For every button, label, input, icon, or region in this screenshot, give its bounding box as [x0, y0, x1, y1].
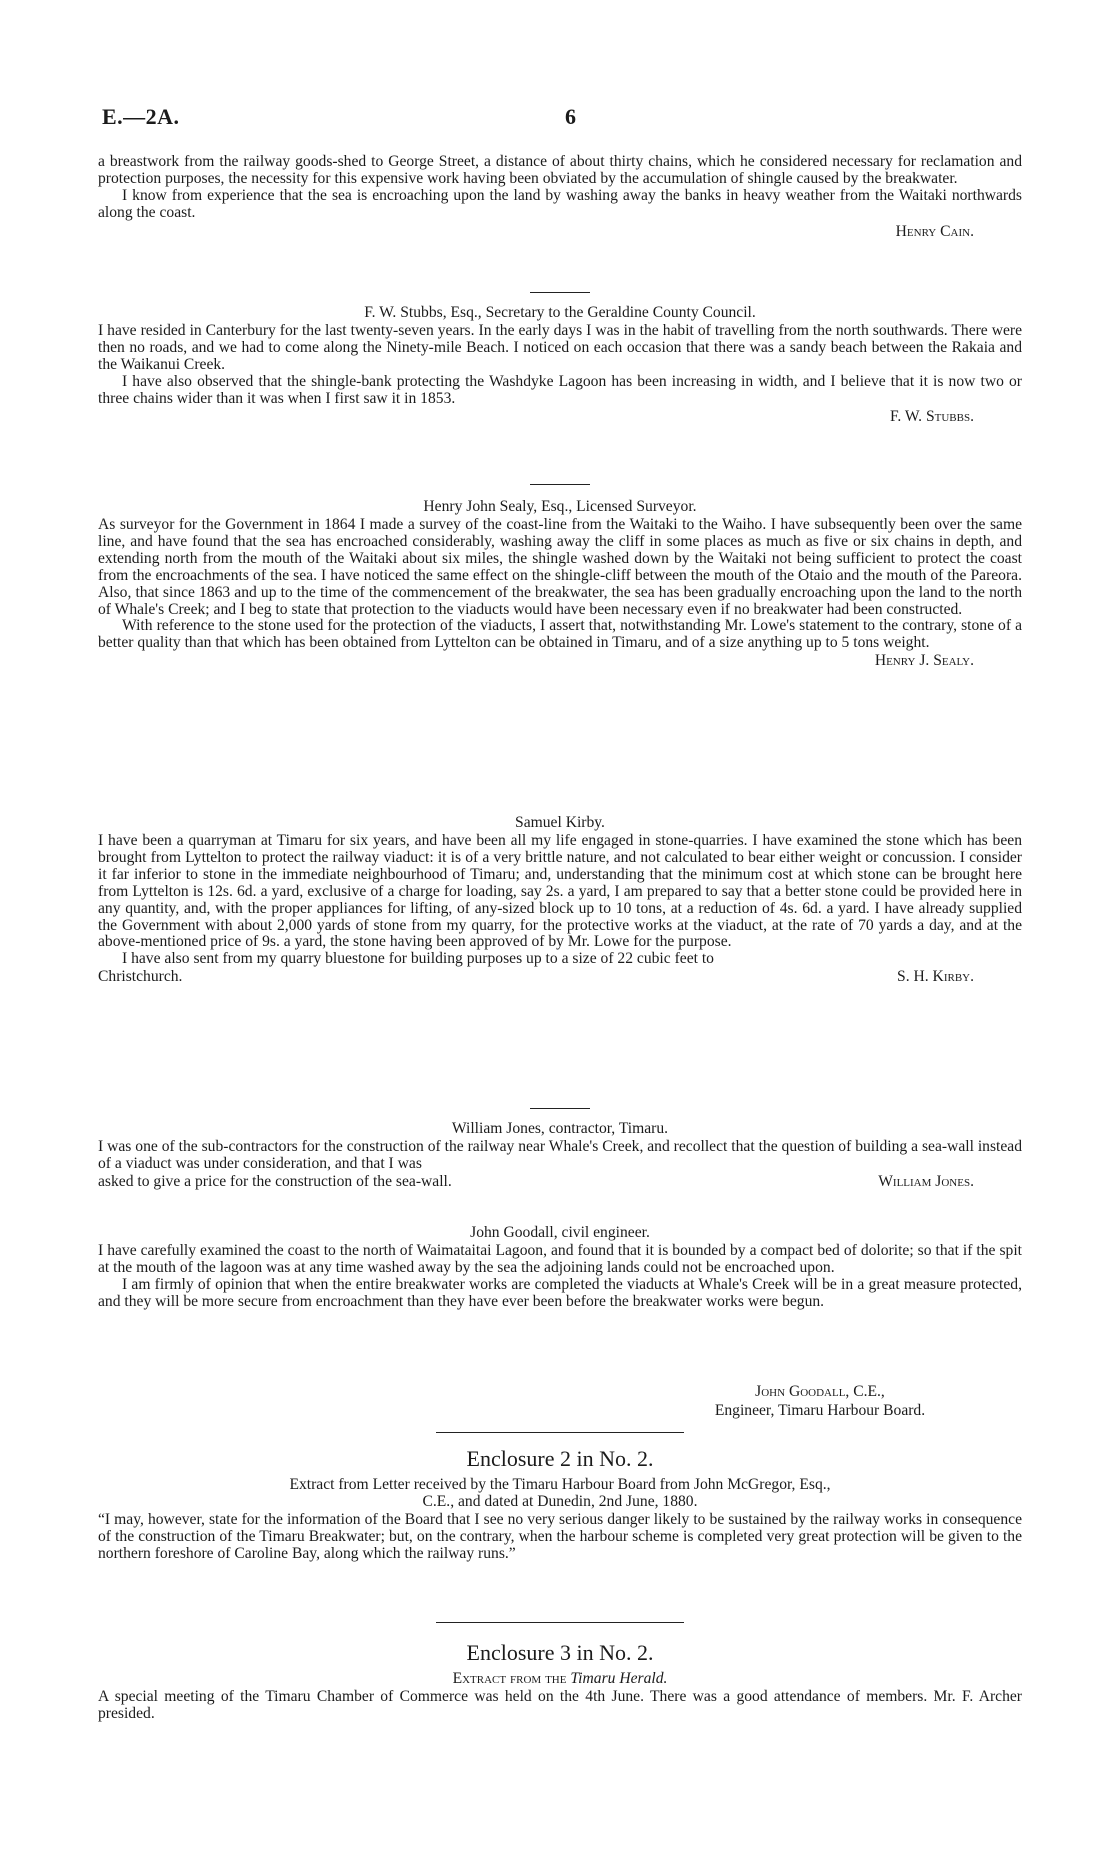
page-number: 6	[565, 104, 576, 129]
goodall-paragraph-2: I am firmly of opinion that when the entire breakwater works are completed the viaducts at Whale's Creek will be in a great measure protected, and they will be more secure from encroachment than they have ever been before the breakwater works were begun.	[98, 1275, 1022, 1310]
enclosure-2-extract-line-2: C.E., and dated at Dunedin, 2nd June, 1880.	[422, 1493, 698, 1510]
enclosure-3-title: Enclosure 3 in No. 2.	[466, 1640, 654, 1665]
goodall-signature-block	[670, 1382, 970, 1420]
enclosure-3-paragraph-1: A special meeting of the Timaru Chamber of Commerce was held on the 4th June. There was a good attendance of members. Mr. F. Archer presided.	[98, 1688, 1022, 1722]
stubbs-paragraph-2: I have also observed that the shingle-bank protecting the Washdyke Lagoon has been increasing in width, and I believe that it is now two or three chains wider than it was when I first saw it in 1853.	[98, 372, 1022, 407]
enclosure-2-quote: “I may, however, state for the information of the Board that I see no very serious danger likely to be sustained by the railway works in consequence of the construction of the Timaru Breakwater; but, on the contrary, when the harbour scheme is completed very great protection will be given to the northern foreshore of Caroline Bay, along which the railway runs.”	[98, 1511, 1022, 1562]
enclosure-3-extract-prefix: Extract from the	[452, 1670, 567, 1687]
jones-heading: William Jones, contractor, Timaru.	[451, 1120, 669, 1137]
kirby-heading: Samuel Kirby.	[515, 814, 605, 831]
sealy-section	[98, 498, 1022, 669]
jones-paragraph-1: I was one of the sub-contractors for the construction of the railway near Whale's Creek, and recollect that the question of building a sea-wall instead of a viaduct was under consideration, and that I was	[98, 1138, 1022, 1172]
enclosure-2-title: Enclosure 2 in No. 2.	[466, 1446, 654, 1471]
stubbs-heading: F. W. Stubbs, Esq., Secretary to the Geraldine County Council.	[364, 304, 756, 321]
stubbs-section	[98, 304, 1022, 425]
kirby-paragraph-2: I have also sent from my quarry bluestone for building purposes up to a size of 22 cubic feet to	[122, 950, 714, 968]
goodall-section	[98, 1224, 1022, 1311]
cain-paragraph-1: a breastwork from the railway goods-shed to George Street, a distance of about thirty chains, which he considered necessary for reclamation and protection purposes, the necessity for this expensive work having been obviated by the accumulation of shingle caused by the breakwater.	[98, 153, 1022, 187]
goodall-paragraph-1: I have carefully examined the coast to the north of Waimataitai Lagoon, and found that it is bounded by a compact bed of dolorite; so that if the spit at the mouth of the lagoon was at any time washed away by the sea the adjoining lands could not be encroached upon.	[98, 1242, 1022, 1276]
separator-3	[98, 1108, 1022, 1109]
cain-section	[98, 154, 1022, 240]
cain-signature: Henry Cain.	[895, 222, 974, 240]
kirby-section	[98, 814, 1022, 985]
goodall-heading: John Goodall, civil engineer.	[470, 1224, 650, 1241]
sealy-paragraph-2: With reference to the stone used for the protection of the viaducts, I assert that, notwithstanding Mr. Lowe's statement to the contrary, stone of a better quality than that which has been obtained from Lyttelton can be obtained in Timaru, and of a size anything up to 5 tons weight.	[98, 617, 1022, 652]
goodall-signature-title: Engineer, Timaru Harbour Board.	[714, 1402, 926, 1419]
kirby-signature: S. H. Kirby.	[897, 968, 974, 986]
cain-paragraph-2: I know from experience that the sea is encroaching upon the land by washing away the banks in heavy weather from the Waitaki northwards along the coast.	[98, 186, 1022, 221]
stubbs-paragraph-1: I have resided in Canterbury for the last twenty-seven years. In the early days I was in the habit of travelling from the north southwards. There were then no roads, and we had to come along the Ninety-mile Beach. I noticed on each occasion that there was a sandy beach between the Rakaia and the Waikanui Creek.	[98, 322, 1022, 373]
goodall-signature-name: John Goodall, C.E.,	[755, 1383, 885, 1400]
enclosure-3-section	[98, 1640, 1022, 1723]
jones-section	[98, 1120, 1022, 1190]
enclosure-2-extract-line-1: Extract from Letter received by the Timaru Harbour Board from John McGregor, Esq.,	[289, 1476, 831, 1493]
enclosure-3-extract	[98, 1670, 1022, 1687]
enclosure-3-extract-source: Timaru Herald.	[570, 1670, 668, 1687]
sealy-paragraph-1: As surveyor for the Government in 1864 I made a survey of the coast-line from the Waitaki to the Waiho. I have subsequently been over the same line, and have found that the sea has encroached considerably, washing away the cliff in some places as much as five or six chains in depth, and extending north from the mouth of the Waitaki about six miles, the shingle washed down by the Waitaki not being sufficient to protect the coast from the encroachments of the sea. I have noticed the same effect on the shingle-cliff between the mouth of the Otaio and the mouth of the Pareora. Also, that since 1863 and up to the time of the commencement of the breakwater, the sea has been gradually encroaching upon the land to the north of Whale's Creek; and I beg to state that protection to the viaducts would have been necessary even if no breakwater had been constructed.	[98, 516, 1022, 618]
page-header	[102, 104, 1022, 134]
separator-5	[98, 1622, 1022, 1623]
kirby-paragraph-2-end: Christchurch.	[98, 968, 183, 986]
kirby-closing-row	[98, 968, 1022, 985]
jones-signature: William Jones.	[878, 1172, 974, 1190]
separator-1	[98, 292, 1022, 293]
kirby-paragraph-1: I have been a quarryman at Timaru for six years, and have been all my life engaged in stone-quarries. I have examined the stone which has been brought from Lyttelton to protect the railway viaduct: it is of a very brittle nature, and not calculated to bear either weight or concussion. I consider it far inferior to stone in the immediate neighbourhood of Timaru; and, understanding that the minimum cost at which stone can be brought here from Lyttelton is 12s. 6d. a yard, exclusive of a charge for loading, say 2s. a yard, I am prepared to say that a better stone could be provided here in any quantity, and, with the proper appliances for lifting, of any-sized block up to 10 tons, at a reduction of 4s. 6d. a yard. I have already supplied the Government with about 2,000 yards of stone from my quarry, for the protective works at the viaduct, at the rate of 70 yards a day, and at the above-mentioned price of 9s. a yard, the stone having been approved of by Mr. Lowe for the purpose.	[98, 832, 1022, 951]
document-code: E.—2A.	[102, 104, 180, 129]
stubbs-signature: F. W. Stubbs.	[889, 407, 974, 425]
jones-paragraph-1-end: asked to give a price for the construction of the sea-wall.	[98, 1172, 452, 1190]
separator-2	[98, 484, 1022, 485]
jones-closing-row	[98, 1173, 1022, 1190]
enclosure-2-section	[98, 1446, 1022, 1563]
sealy-heading: Henry John Sealy, Esq., Licensed Surveyor.	[423, 498, 697, 515]
separator-4	[98, 1432, 1022, 1433]
sealy-signature: Henry J. Sealy.	[874, 652, 974, 670]
